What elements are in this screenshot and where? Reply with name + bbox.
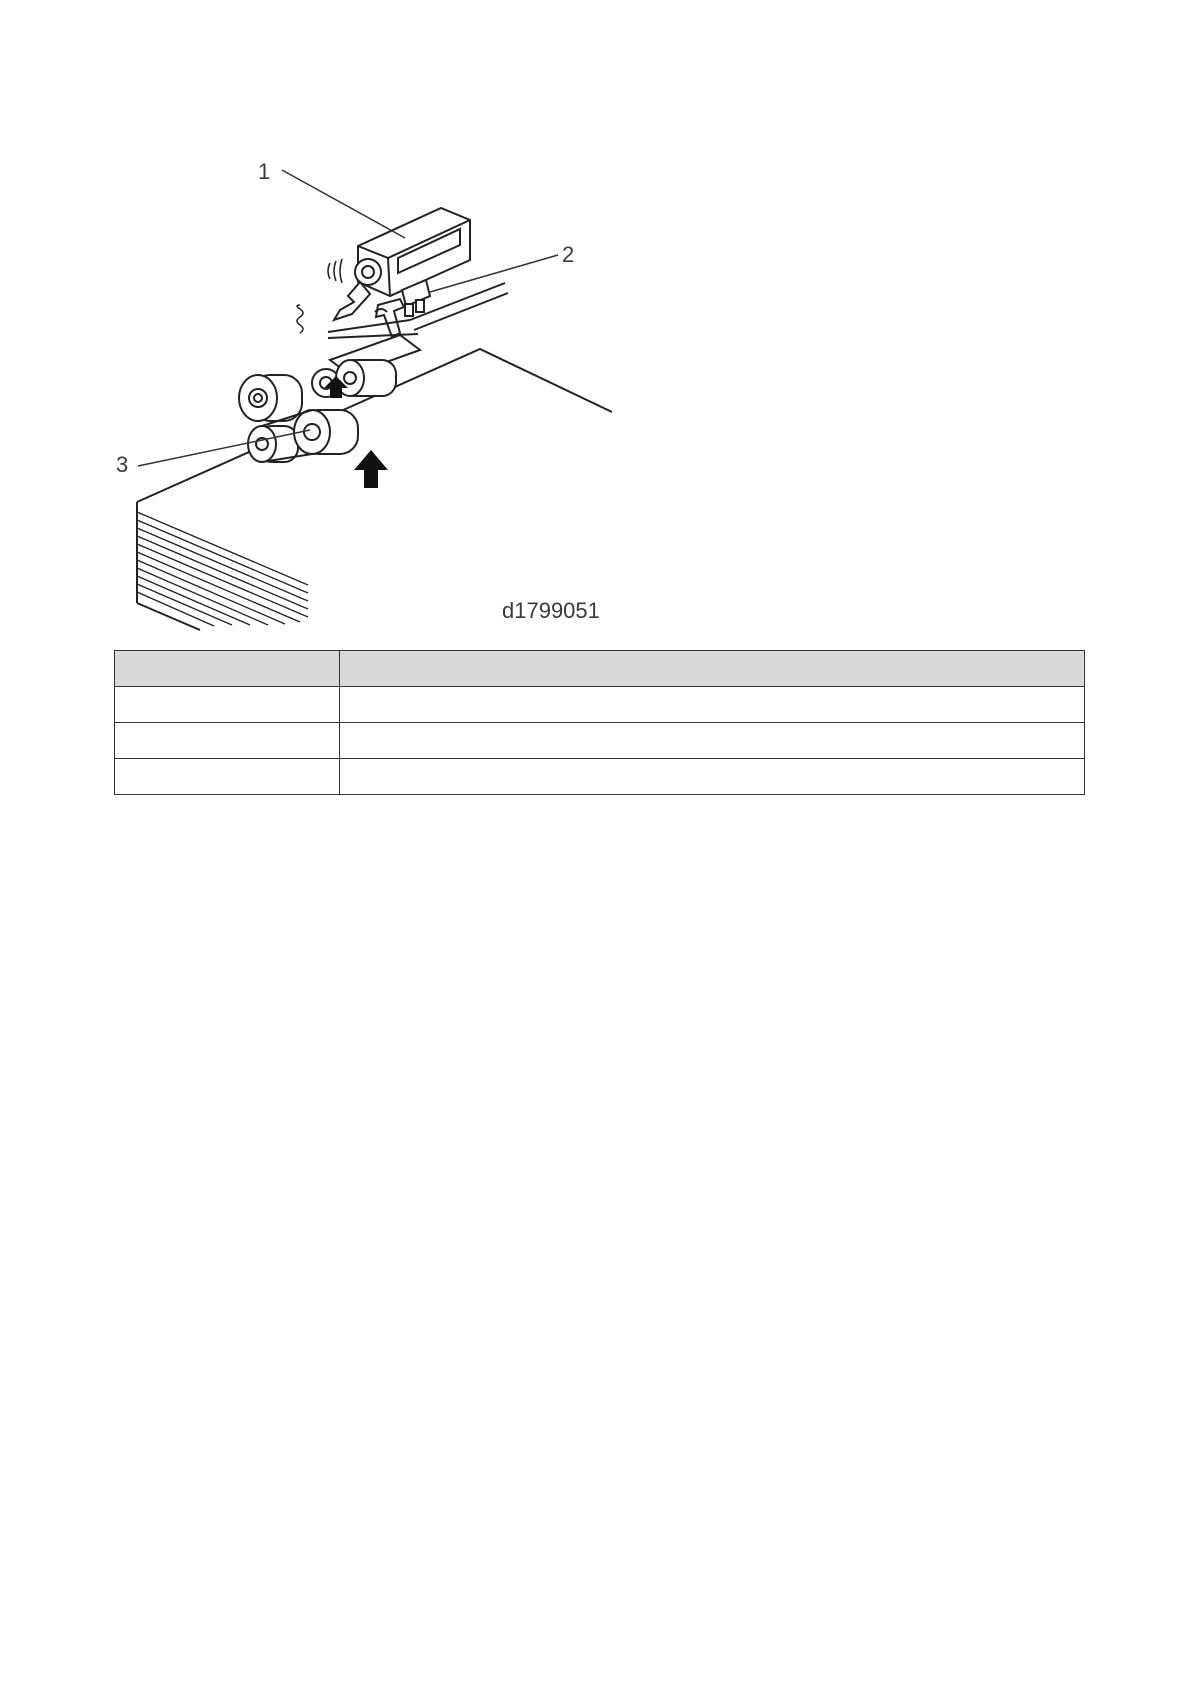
callout-2: 2 <box>562 242 575 267</box>
solenoid <box>328 208 470 296</box>
table-cell <box>115 723 340 759</box>
large-up-arrow <box>354 450 388 488</box>
legend-table <box>114 650 1085 795</box>
table-cell <box>115 687 340 723</box>
header-cell <box>340 651 1085 687</box>
table-cell <box>340 687 1085 723</box>
header-cell <box>115 651 340 687</box>
table-cell <box>340 759 1085 795</box>
table-row <box>115 723 1085 759</box>
table-row <box>115 759 1085 795</box>
table-row <box>115 687 1085 723</box>
paper-feed-diagram <box>100 140 640 640</box>
callout-1: 1 <box>258 159 271 184</box>
feed-rollers <box>239 360 396 462</box>
table-cell <box>115 759 340 795</box>
table-cell <box>340 723 1085 759</box>
table-header-row <box>115 651 1085 687</box>
figure-id: d1799051 <box>502 598 600 623</box>
callout-3: 3 <box>116 452 129 477</box>
